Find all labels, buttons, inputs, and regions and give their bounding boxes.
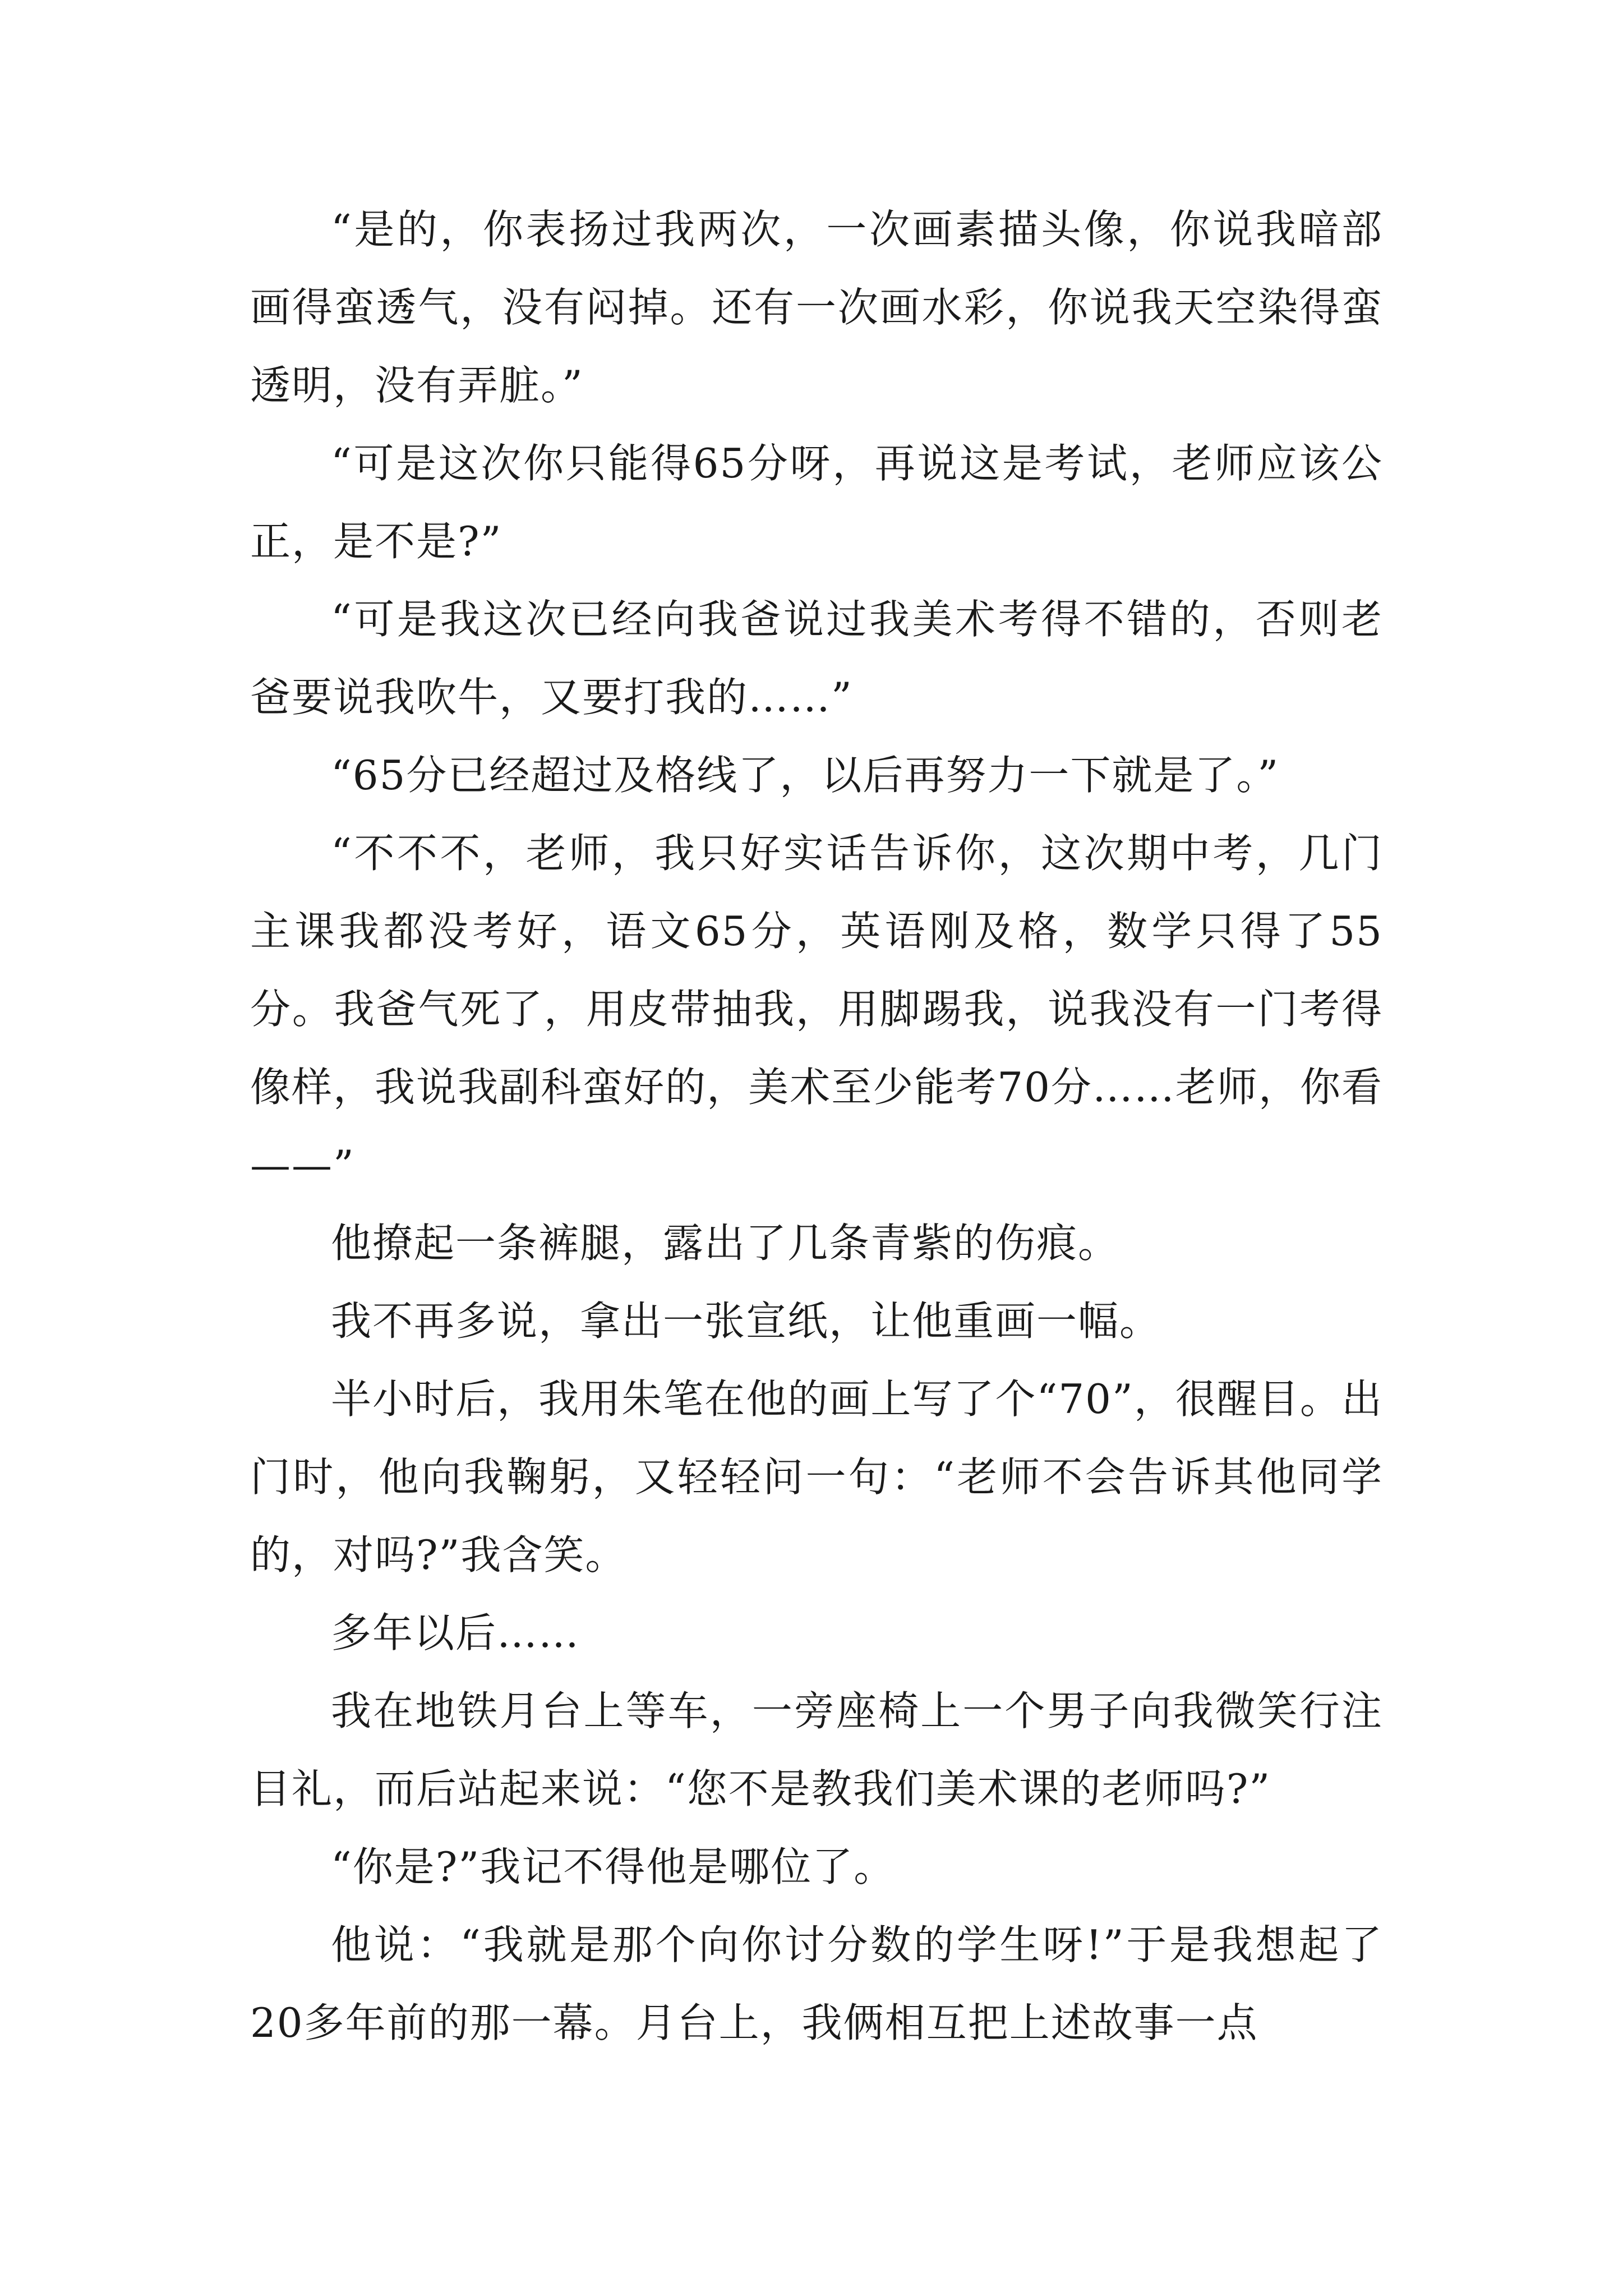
paragraph-5: “不不不，老师，我只好实话告诉你，这次期中考，几门主课我都没考好，语文65分，英语刚及格，数学只得了55分。我爸气死了，用皮带抽我，用脚踢我，说我没有一门考得像样，我说我副科蛮好的，美术至少能考70分……老师，你看——” [250,830,1383,1189]
paragraph-12: 他说：“我就是那个向你讨分数的学生呀!”于是我想起了20多年前的那一幕。月台上，我俩相互把上述故事一点 [250,1921,1383,2046]
paragraph-2: “可是这次你只能得65分呀，再说这是考试，老师应该公正，是不是?” [250,440,1383,565]
paragraph-4: “65分已经超过及格线了，以后再努力一下就是了。” [331,752,1280,799]
paragraph-8: 半小时后，我用朱笔在他的画上写了个“70”，很醒目。出门时，他向我鞠躬，又轻轻问一句：“老师不会告诉其他同学的，对吗?”我含笑。 [250,1375,1383,1579]
paragraph-11: “你是?”我记不得他是哪位了。 [331,1843,896,1890]
body-text [250,191,1383,2062]
paragraph-10: 我在地铁月台上等车，一旁座椅上一个男子向我微笑行注目礼，而后站起来说：“您不是教我们美术课的老师吗?” [250,1687,1383,1812]
paragraph-6: 他撩起一条裤腿，露出了几条青紫的伤痕。 [331,1220,1120,1267]
paragraph-7: 我不再多说，拿出一张宣纸，让他重画一幅。 [331,1297,1161,1345]
paragraph-3: “可是我这次已经向我爸说过我美术考得不错的，否则老爸要说我吹牛，又要打我的……” [250,596,1383,721]
paragraph-9: 多年以后…… [331,1609,580,1657]
paragraph-1: “是的，你表扬过我两次，一次画素描头像，你说我暗部画得蛮透气，没有闷掉。还有一次画水彩，你说我天空染得蛮透明，没有弄脏。” [250,206,1383,409]
